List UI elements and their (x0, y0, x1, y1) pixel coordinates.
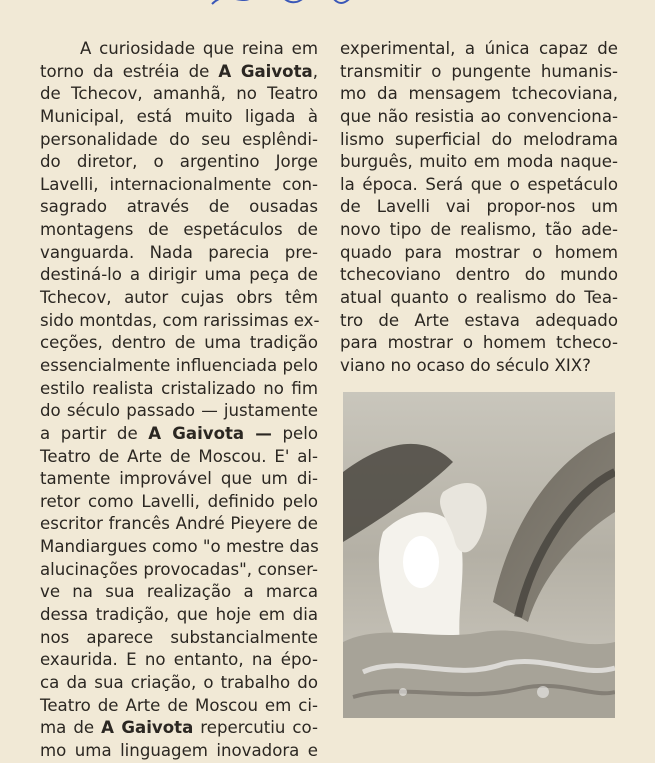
text-run: ma de (40, 718, 102, 738)
text-run: a partir de (40, 423, 149, 443)
text-run: Teatro de Arte de Moscou. E' al- (40, 446, 318, 466)
text-run: do século passado — justamente (40, 401, 318, 421)
article-column-right (340, 38, 618, 378)
text-run: para mostrar o homem tcheco- (340, 333, 618, 353)
text-line (340, 242, 618, 265)
text-run: Teatro de Arte de Moscou em ci- (40, 695, 318, 715)
text-run: tchecoviano dentro do mundo (340, 265, 618, 285)
text-line (40, 38, 318, 61)
text-line (40, 355, 318, 378)
text-line (40, 423, 318, 446)
text-run: estilo realista cristalizado no fim (40, 378, 318, 398)
text-line (40, 83, 318, 106)
text-line (40, 129, 318, 152)
text-line (40, 378, 318, 401)
text-line (40, 627, 318, 650)
text-line (40, 61, 318, 84)
text-run: alucinações provocadas", conser- (40, 559, 318, 579)
seagull-photo (343, 392, 615, 718)
text-run: Tchecov, autor cujas obrs têm (40, 288, 318, 308)
text-line (40, 242, 318, 265)
text-run: mo uma linguagem inovadora e (40, 740, 318, 760)
play-title: A Gaivota (218, 61, 313, 81)
text-run: A curiosidade que reina em (80, 39, 318, 58)
text-run: que não resistia ao convenciona- (340, 106, 618, 126)
handwritten-ink-mark (208, 0, 358, 10)
text-line (340, 264, 618, 287)
text-line (40, 106, 318, 129)
text-run: , (312, 61, 318, 81)
text-run: ca da sua criação, o trabalho do (40, 672, 318, 692)
text-run: exaurida. E no entanto, na épo- (40, 650, 318, 670)
text-line (40, 581, 318, 604)
text-line (40, 536, 318, 559)
text-run: sido montdas, com rarissimas ex- (40, 310, 320, 330)
text-run: quado para mostrar o homem (340, 242, 618, 262)
text-run: transmitir o pungente humanis- (340, 61, 618, 81)
text-line (40, 672, 318, 695)
text-run: destiná-lo a dirigir uma peça de (40, 265, 318, 285)
text-line (40, 695, 318, 718)
text-run: personalidade do seu esplêndi- (40, 129, 318, 149)
text-line (40, 151, 318, 174)
text-run: retor como Lavelli, definido pelo (40, 491, 318, 511)
text-run: Lavelli, internacionalmente con- (40, 174, 318, 194)
text-run: do diretor, o argentino Jorge (40, 152, 318, 172)
text-line (340, 310, 618, 333)
text-run: lismo superficial do melodrama (340, 129, 618, 149)
text-line (340, 355, 618, 378)
text-line (340, 106, 618, 129)
text-line (340, 38, 618, 61)
text-line (40, 491, 318, 514)
text-run: sagrado através de ousadas (40, 197, 318, 217)
text-line (340, 129, 618, 152)
text-run: experimental, a única capaz de (340, 39, 618, 58)
text-line (40, 287, 318, 310)
text-run: pelo (271, 423, 319, 443)
text-line (340, 61, 618, 84)
text-run: repercutiu co- (193, 718, 318, 738)
text-line (40, 264, 318, 287)
text-run: burguês, muito em moda naque- (340, 152, 618, 172)
text-run: escritor francês André Pieyere de (40, 514, 318, 534)
text-line (40, 174, 318, 197)
text-line (40, 310, 318, 333)
text-run: de Lavelli vai propor-nos um (340, 197, 618, 217)
text-run: de Tchecov, amanhã, no Teatro (40, 84, 318, 104)
text-run: nos aparece substancialmente (40, 627, 318, 647)
text-run: vanguarda. Nada parecia pre- (40, 242, 318, 262)
text-line (340, 83, 618, 106)
seagull-illustration (343, 392, 615, 718)
text-line (40, 196, 318, 219)
text-run: torno da estréia de (40, 61, 219, 81)
text-run: viano no ocaso do século XIX? (340, 355, 591, 375)
article-column-left (40, 38, 318, 763)
text-run: mo da mensagem tchecoviana, (340, 84, 618, 104)
text-run: atual quanto o realismo do Tea- (340, 288, 618, 308)
text-line (40, 468, 318, 491)
text-line (40, 446, 318, 469)
text-run: novo tipo de realismo, tão ade- (340, 220, 618, 240)
text-run: Municipal, está muito ligada à (40, 106, 318, 126)
text-run: Mandiargues como "o mestre das (40, 537, 319, 557)
text-run: montagens de espetáculos de (40, 220, 318, 240)
text-line (40, 559, 318, 582)
text-line (340, 287, 618, 310)
text-run: essencialmente influenciada pelo (40, 355, 318, 375)
text-run: ceções, dentro de uma tradição (40, 333, 318, 353)
text-line (40, 604, 318, 627)
text-run: ve na sua realização a marca (40, 582, 318, 602)
text-line (340, 219, 618, 242)
text-line (340, 332, 618, 355)
play-title: A Gaivota (101, 718, 194, 738)
text-line (40, 513, 318, 536)
text-line (40, 332, 318, 355)
play-title: A Gaivota — (148, 423, 272, 443)
text-line (40, 740, 318, 763)
text-line (40, 649, 318, 672)
text-line (40, 400, 318, 423)
text-run: dessa tradição, que hoje em dia (40, 605, 318, 625)
text-run: tro de Arte estava adequado (340, 310, 618, 330)
text-line (340, 151, 618, 174)
text-line (340, 196, 618, 219)
text-line (40, 717, 318, 740)
text-line (40, 219, 318, 242)
text-run: tamente improvável que um di- (40, 469, 318, 489)
text-run: la época. Será que o espetáculo (340, 174, 618, 194)
text-line (340, 174, 618, 197)
